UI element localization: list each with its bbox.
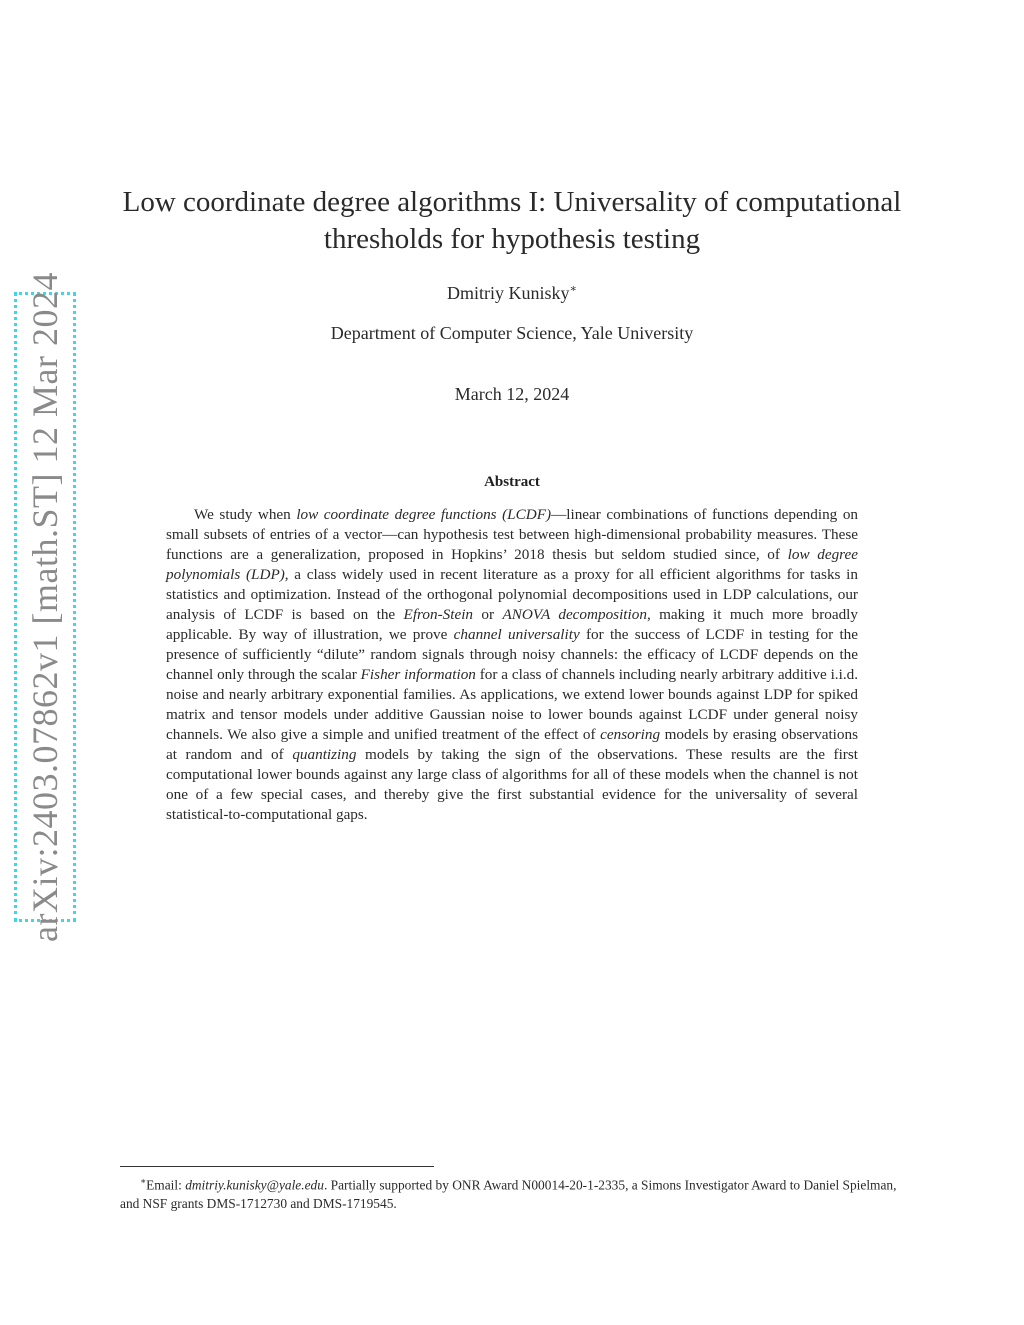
abstract-segment-italic: quantizing (292, 746, 357, 763)
abstract-segment: —linear combinations of functions depending on small subsets of entries of a vector—can hypothesis test between high-dimensional probability measures. These functions are a generalization, proposed in Hopkins’ 2018 thesis but seldom studied since, of (166, 506, 859, 563)
abstract-segment: We study when (194, 506, 297, 523)
footnote-segment: . Partially supported by ONR Award N00014-20-1-2335, a Simons Investigator Award to Daniel Spielman, and NSF grants DMS-1712730 and DMS-1719545. (120, 1177, 897, 1212)
abstract-segment-italic: censoring (600, 726, 661, 743)
abstract-segment-italic: Efron-Stein (403, 606, 474, 623)
abstract-segment: models by erasing observations at random and of (166, 726, 858, 763)
abstract-segment: , a class widely used in recent literature as a proxy for all efficient algorithms for tasks in statistics and optimization. Instead of the orthogonal polynomial decompositions used in LDP calculations, our analysis of LCDF is based on the (166, 566, 858, 623)
author-name: Dmitriy Kunisky (447, 283, 570, 303)
abstract-segment: models by taking the sign of the observations. These results are the first computational lower bounds against any large class of algorithms for all of these models when the channel is not one of a few special cases, and thereby give the first substantial evidence for the universality of several statistical-to-computational gaps. (166, 746, 858, 823)
arxiv-identifier[interactable]: arXiv:2403.07862v1 [math.ST] 12 Mar 2024 (25, 272, 65, 942)
abstract-segment-italic: channel universality (453, 626, 580, 643)
footnote (120, 1172, 905, 1213)
abstract-heading: Abstract (484, 474, 540, 490)
paper-title-line-1: Low coordinate degree algorithms I: Universality of computational (122, 186, 902, 218)
paper-title-line-2: thresholds for hypothesis testing (323, 223, 701, 255)
author-footnote-mark[interactable]: ∗ (569, 283, 577, 295)
abstract-body (166, 505, 858, 825)
footnote-mark: ∗ (140, 1176, 147, 1186)
footnote-segment: Email: (146, 1177, 186, 1193)
abstract-segment-italic: low coordinate degree functions (LCDF) (296, 506, 552, 523)
abstract-segment: , making it much more broadly applicable. By way of illustration, we prove (166, 606, 858, 643)
abstract-segment-italic: ANOVA decomposition (502, 606, 647, 623)
abstract-segment: for the success of LCDF in testing for the presence of sufficiently “dilute” random signals through noisy channels: the efficacy of LCDF depends on the channel only through the scalar (166, 626, 859, 683)
paper-title (100, 184, 924, 258)
abstract-segment-italic: low degree polynomials (LDP) (166, 546, 858, 583)
abstract-segment: for a class of channels including nearly arbitrary additive i.i.d. noise and nearly arbitrary exponential families. As applications, we extend lower bounds against LDP for spiked matrix and tensor models under additive Gaussian noise to lower bounds against LCDF under general noisy channels. We also give a simple and unified treatment of the effect of (166, 666, 859, 743)
publication-date: March 12, 2024 (454, 384, 570, 404)
footnote-segment-italic: dmitriy.kunisky@yale.edu (185, 1177, 324, 1193)
abstract-segment: or (473, 606, 503, 623)
footnote-rule (120, 1166, 434, 1167)
affiliation: Department of Computer Science, Yale University (330, 323, 694, 343)
author (0, 282, 1024, 304)
abstract-segment-italic: Fisher information (360, 666, 476, 683)
